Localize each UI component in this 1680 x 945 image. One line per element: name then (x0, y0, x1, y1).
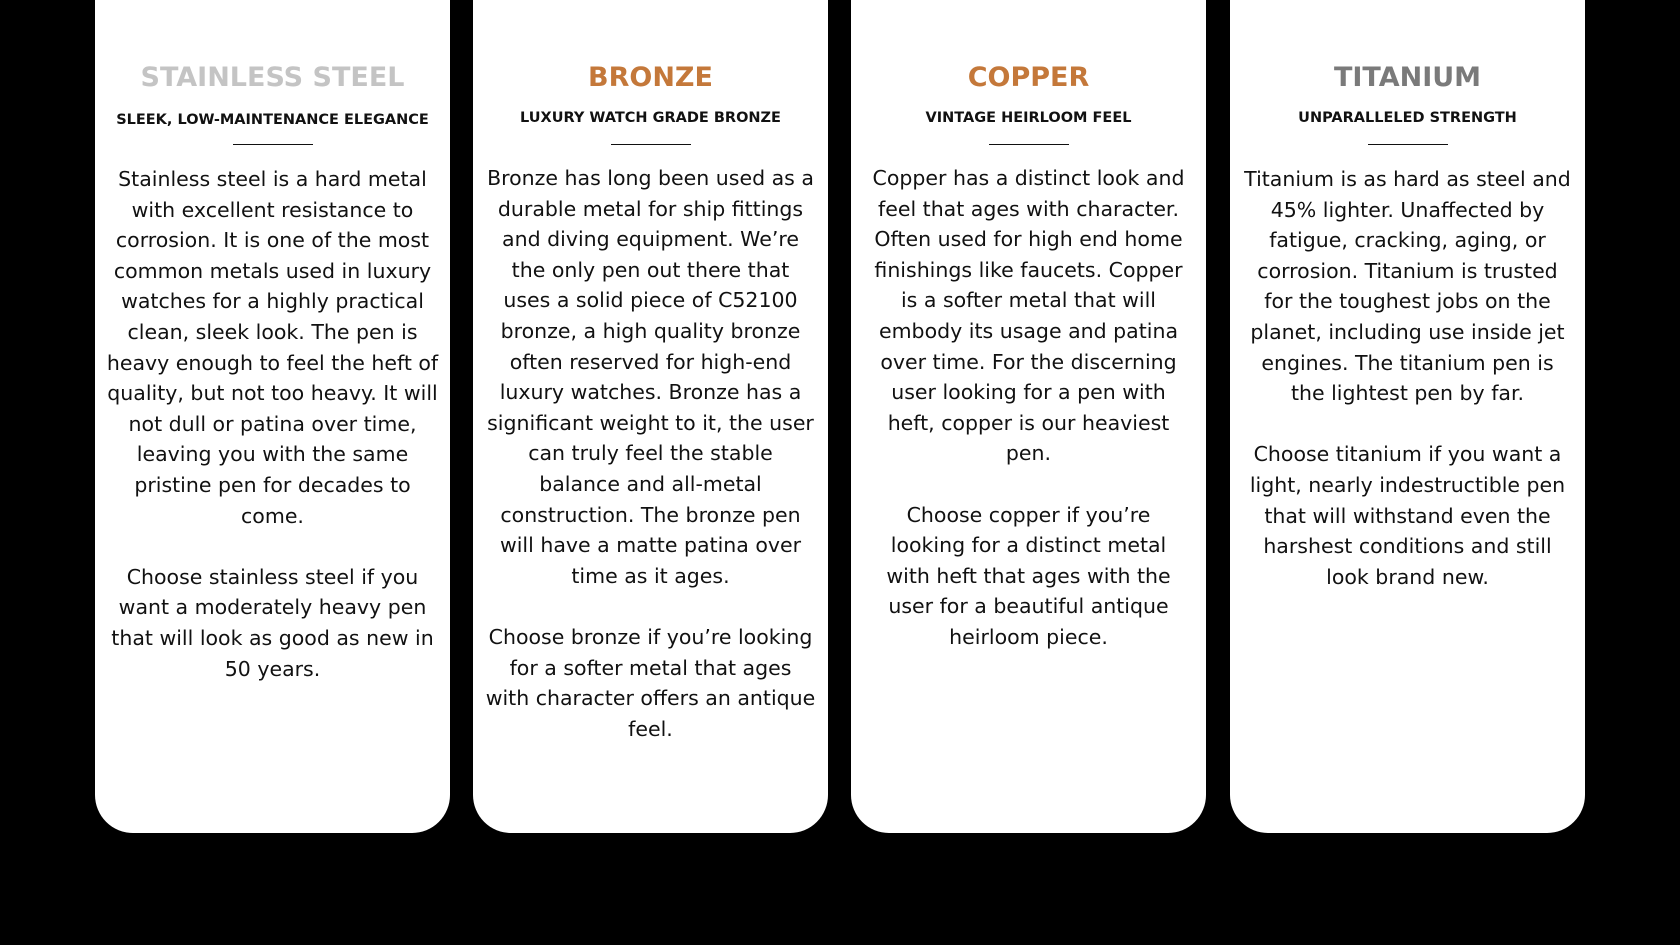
card-recommendation: Choose titanium if you want a light, nearly indestructible pen that will withstand even the harshest conditions and still look brand new. (1249, 442, 1566, 589)
card-recommendation: Choose bronze if you’re looking for a softer metal that ages with character offers an antique feel. (485, 624, 816, 741)
card-title: TITANIUM (1333, 62, 1482, 93)
card-titanium (1230, 0, 1585, 833)
card-title: STAINLESS STEEL (140, 62, 405, 93)
card-copper (851, 0, 1206, 833)
card-stainless-steel (95, 0, 450, 833)
card-description: Copper has a distinct look and feel that ages with character. Often used for high end home finishings like faucets. Copper is a softer metal that will embody its usage and patina over time. For the discerning user looking for a pen with heft, copper is our heaviest pen. (872, 166, 1185, 466)
card-subtitle: UNPARALLELED STRENGTH (1298, 110, 1517, 126)
card-bronze (473, 0, 828, 833)
divider (1368, 144, 1448, 145)
card-title: BRONZE (588, 62, 713, 93)
card-title: COPPER (967, 62, 1090, 93)
card-body (867, 163, 1190, 653)
card-recommendation: Choose copper if you’re looking for a distinct metal with heft that ages with the user for a beautiful antique heirloom piece. (886, 502, 1171, 649)
card-body (485, 163, 816, 744)
card-recommendation: Choose stainless steel if you want a moderately heavy pen that will look as good as new in 50 years. (111, 564, 434, 681)
divider (989, 144, 1069, 145)
card-body (1244, 164, 1571, 592)
card-subtitle: SLEEK, LOW-MAINTENANCE ELEGANCE (116, 112, 429, 128)
card-description: Bronze has long been used as a durable metal for ship fittings and diving equipment. We’re the only pen out there that uses a solid piece of C52100 bronze, a high quality bronze often reserved for high-end luxury watches. Bronze has a significant weight to it, the user can truly feel the stable balance and all-metal construction. The bronze pen will have a matte patina over time as it ages. (487, 166, 814, 588)
card-subtitle: VINTAGE HEIRLOOM FEEL (925, 110, 1132, 126)
card-subtitle: LUXURY WATCH GRADE BRONZE (520, 110, 781, 126)
card-description: Stainless steel is a hard metal with excellent resistance to corrosion. It is one of the most common metals used in luxury watches for a highly practical clean, sleek look. The pen is heavy enough to feel the heft of quality, but not too heavy. It will not dull or patina over time, leaving you with the same pristine pen for decades to come. (106, 167, 439, 528)
card-description: Titanium is as hard as steel and 45% lighter. Unaffected by fatigue, cracking, aging, or corrosion. Titanium is trusted for the toughest jobs on the planet, including use inside jet engines. The titanium pen is the lightest pen by far. (1244, 167, 1571, 406)
divider (233, 144, 313, 145)
card-body (105, 164, 440, 684)
divider (611, 144, 691, 145)
